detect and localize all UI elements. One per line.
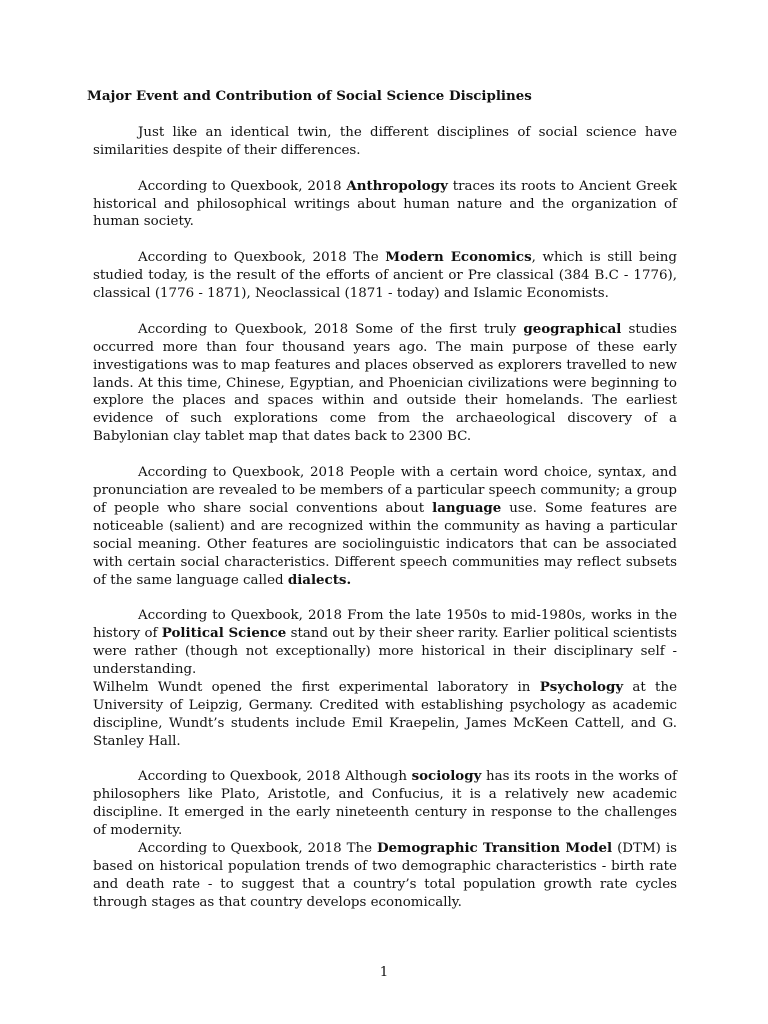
keyword-geographical: geographical: [523, 320, 622, 337]
keyword-demographic-transition-model: Demographic Transition Model: [377, 840, 613, 857]
paragraph-demography: [93, 840, 677, 912]
paragraph-text: According to Quexbook, 2018: [138, 178, 347, 194]
paragraph-text: traces its roots to Ancient Greek historical and philosophical writings about human nature and the organization of human society.: [93, 178, 677, 230]
paragraph-anthropology: [93, 178, 677, 232]
keyword-psychology: Psychology: [539, 678, 624, 695]
paragraph-text: at the University of Leipzig, Germany. Credited with establishing psychology as academic discipline, Wundt’s students include Emil Kraepelin, James McKeen Cattell, and G. Stanley Hall.: [93, 679, 677, 749]
paragraph-text: Wilhelm Wundt opened the first experimental laboratory in: [93, 679, 540, 695]
paragraph-text: , which is still being studied today, is the result of the efforts of ancient or Pre classical (384 B.C - 1776), classical (1776 - 1871), Neoclassical (1871 - today) and Islamic Economists.: [93, 250, 677, 302]
page-number: 1: [379, 965, 389, 980]
paragraph-text: Just like an identical twin, the different disciplines of social science have similarities despite of their differences.: [93, 124, 677, 158]
keyword-political-science: Political Science: [161, 625, 287, 642]
document-body: [87, 88, 678, 930]
keyword-dialects: dialects.: [287, 571, 352, 588]
paragraph-text: has its roots in the works of philosophers like Plato, Aristotle, and Confucius, it is a relatively new academic discipline. It emerged in the early nineteenth century in response to the challenges of modernity.: [93, 769, 677, 839]
paragraph-psychology: [93, 679, 677, 751]
paragraph-geography: [93, 321, 677, 446]
paragraph-political-science: [93, 607, 677, 679]
keyword-sociology: sociology: [411, 768, 482, 785]
paragraph-text: studies occurred more than four thousand years ago. The main purpose of these early investigations was to map features and places observed as explorers travelled to new lands. At this time, Chinese, Egyptian, and Phoenician civilizations were beginning to explore the places and spaces within and outside their homelands. The earliest evidence of such explorations come from the archaeological discovery of a Babylonian clay tablet map that dates back to 2300 BC.: [93, 321, 677, 445]
keyword-language: language: [432, 499, 502, 516]
paragraph-text: stand out by their sheer rarity. Earlier political scientists were rather (though not exceptionally) more historical in their disciplinary self - understanding.: [93, 626, 678, 678]
paragraph-text: use. Some features are noticeable (salient) and are recognized within the community as having a particular social meaning. Other features are sociolinguistic indicators that can be associated with certain social characteristics. Different speech communities may reflect subsets of the same language called: [93, 500, 678, 588]
paragraph-sociology: [93, 768, 677, 840]
paragraph-text: According to Quexbook, 2018 Some of the first truly: [138, 321, 524, 337]
page-title: Major Event and Contribution of Social Science Disciplines: [87, 88, 532, 104]
paragraph-text: According to Quexbook, 2018 The: [138, 841, 378, 857]
paragraph-text: According to Quexbook, 2018 People with a certain word choice, syntax, and pronunciation are revealed to be members of a particular speech community; a group of people who share social conventions about: [93, 465, 678, 516]
keyword-anthropology: Anthropology: [346, 177, 448, 194]
paragraph-intro: [93, 124, 677, 160]
paragraph-economics: [93, 249, 677, 303]
paragraph-linguistics: [93, 464, 677, 589]
paragraph-text: According to Quexbook, 2018 Although: [138, 769, 412, 785]
paragraph-text: According to Quexbook, 2018 The: [138, 250, 386, 266]
keyword-modern-economics: Modern Economics: [385, 249, 532, 266]
paragraph-text: According to Quexbook, 2018 From the late 1950s to mid-1980s, works in the history of: [93, 608, 677, 642]
paragraph-text: (DTM) is based on historical population trends of two demographic characteristics - birth rate and death rate - to suggest that a country’s total population growth rate cycles through stages as that country develops economically.: [93, 841, 677, 910]
